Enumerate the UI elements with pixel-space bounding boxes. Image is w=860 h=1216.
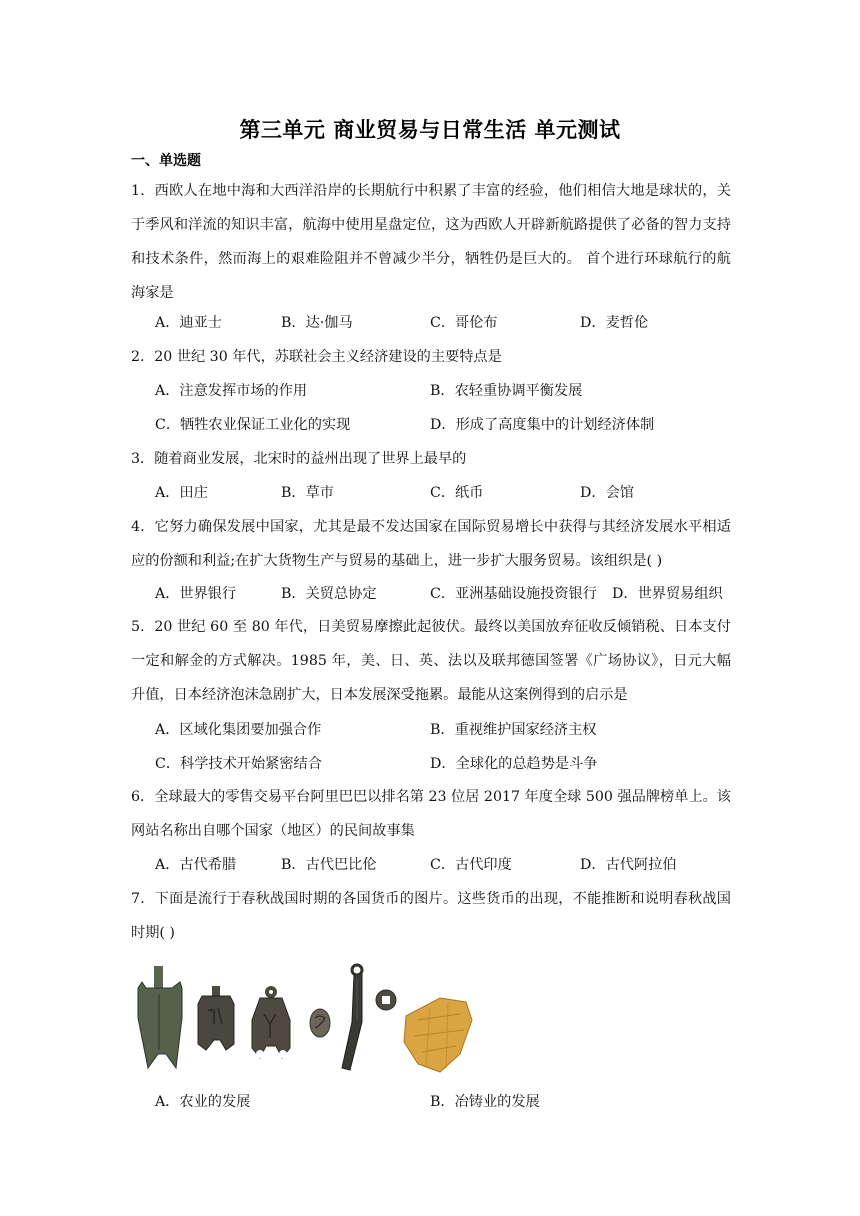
page-title: 第三单元 商业贸易与日常生活 单元测试 bbox=[239, 118, 621, 142]
q1-option-a[interactable]: A．迪亚士 bbox=[155, 315, 222, 331]
knife-coin-icon bbox=[342, 965, 362, 1070]
q4-option-a[interactable]: A．世界银行 bbox=[155, 586, 237, 602]
q5-option-c[interactable]: C．科学技术开始紧密结合 bbox=[155, 756, 322, 772]
q7-option-a[interactable]: A．农业的发展 bbox=[155, 1094, 251, 1110]
question-3-stem: 3．随着商业发展，北宋时的益州出现了世界上最早的 bbox=[131, 451, 467, 467]
q5-option-b[interactable]: B．重视维护国家经济主权 bbox=[430, 722, 597, 738]
section-heading: 一、单选题 bbox=[131, 153, 201, 169]
q6-option-b[interactable]: B．古代巴比伦 bbox=[281, 857, 377, 873]
question-2-stem: 2．20 世纪 30 年代，苏联社会主义经济建设的主要特点是 bbox=[131, 349, 502, 365]
gold-coin-icon bbox=[404, 998, 472, 1072]
ant-nose-coin-icon bbox=[310, 1009, 330, 1037]
q6-option-c[interactable]: C．古代印度 bbox=[430, 857, 512, 873]
question-1-stem: 1．西欧人在地中海和大西洋沿岸的长期航行中积累了丰富的经验，他们相信大地是球状的，关于季风和洋流的知识丰富，航海中使用星盘定位，这为西欧人开辟新航路提供了必备的智力支持和技术条件，然而海上的艰难险阻并不曾减少半分，牺牲仍是巨大的。 首个进行环球航行的航海家是 bbox=[131, 183, 731, 301]
q5-option-d[interactable]: D．全球化的总趋势是斗争 bbox=[430, 756, 598, 772]
q2-option-b[interactable]: B．农轻重协调平衡发展 bbox=[430, 383, 583, 399]
q7-option-b[interactable]: B．冶铸业的发展 bbox=[430, 1094, 540, 1110]
q6-option-a[interactable]: A．古代希腊 bbox=[155, 857, 237, 873]
question-4-stem: 4．它努力确保发展中国家，尤其是最不发达国家在国际贸易增长中获得与其经济发展水平相适应的份额和利益;在扩大货物生产与贸易的基础上，进一步扩大服务贸易。该组织是( ) bbox=[131, 519, 731, 569]
q3-option-c[interactable]: C．纸币 bbox=[430, 485, 484, 501]
question-7-stem: 7．下面是流行于春秋战国时期的各国货币的图片。这些货币的出现，不能推断和说明春秋战国时期( ) bbox=[131, 891, 731, 941]
pointed-spade-coin-icon bbox=[252, 986, 290, 1058]
q2-option-c[interactable]: C．牺牲农业保证工业化的实现 bbox=[155, 417, 351, 433]
q1-option-b[interactable]: B．达·伽马 bbox=[281, 315, 353, 331]
q4-option-d[interactable]: D．世界贸易组织 bbox=[612, 586, 723, 602]
round-coin-icon bbox=[376, 990, 396, 1010]
q3-option-a[interactable]: A．田庄 bbox=[155, 485, 208, 501]
q1-option-d[interactable]: D．麦哲伦 bbox=[580, 315, 649, 331]
q3-option-d[interactable]: D．会馆 bbox=[580, 485, 634, 501]
q5-option-a[interactable]: A．区域化集团要加强合作 bbox=[155, 722, 322, 738]
q4-option-c[interactable]: C．亚洲基础设施投资银行 bbox=[430, 586, 597, 602]
question-5-stem: 5．20 世纪 60 至 80 年代，日美贸易摩擦此起彼伏。最终以美国放弃征收反倾销税、日本支付一定和解金的方式解决。1985 年，美、日、英、法以及联邦德国签署《广场协议》，日元大幅升值，日本经济泡沫急剧扩大，日本发展深受拖累。最能从这案例得到的启示是 bbox=[131, 619, 731, 703]
spade-coin-icon bbox=[138, 966, 182, 1068]
question-6-stem: 6．全球最大的零售交易平台阿里巴巴以排名第 23 位居 2017 年度全球 500 强品牌榜单上。该网站名称出自哪个国家（地区）的民间故事集 bbox=[131, 789, 731, 839]
ancient-coins-image bbox=[130, 958, 480, 1076]
q2-option-d[interactable]: D．形成了高度集中的计划经济体制 bbox=[430, 417, 655, 433]
square-spade-coin-icon bbox=[198, 986, 234, 1050]
q3-option-b[interactable]: B．草市 bbox=[281, 485, 334, 501]
q6-option-d[interactable]: D．古代阿拉伯 bbox=[580, 857, 677, 873]
q1-option-c[interactable]: C．哥伦布 bbox=[430, 315, 498, 331]
q2-option-a[interactable]: A．注意发挥市场的作用 bbox=[155, 383, 308, 399]
q4-option-b[interactable]: B．关贸总协定 bbox=[281, 586, 377, 602]
